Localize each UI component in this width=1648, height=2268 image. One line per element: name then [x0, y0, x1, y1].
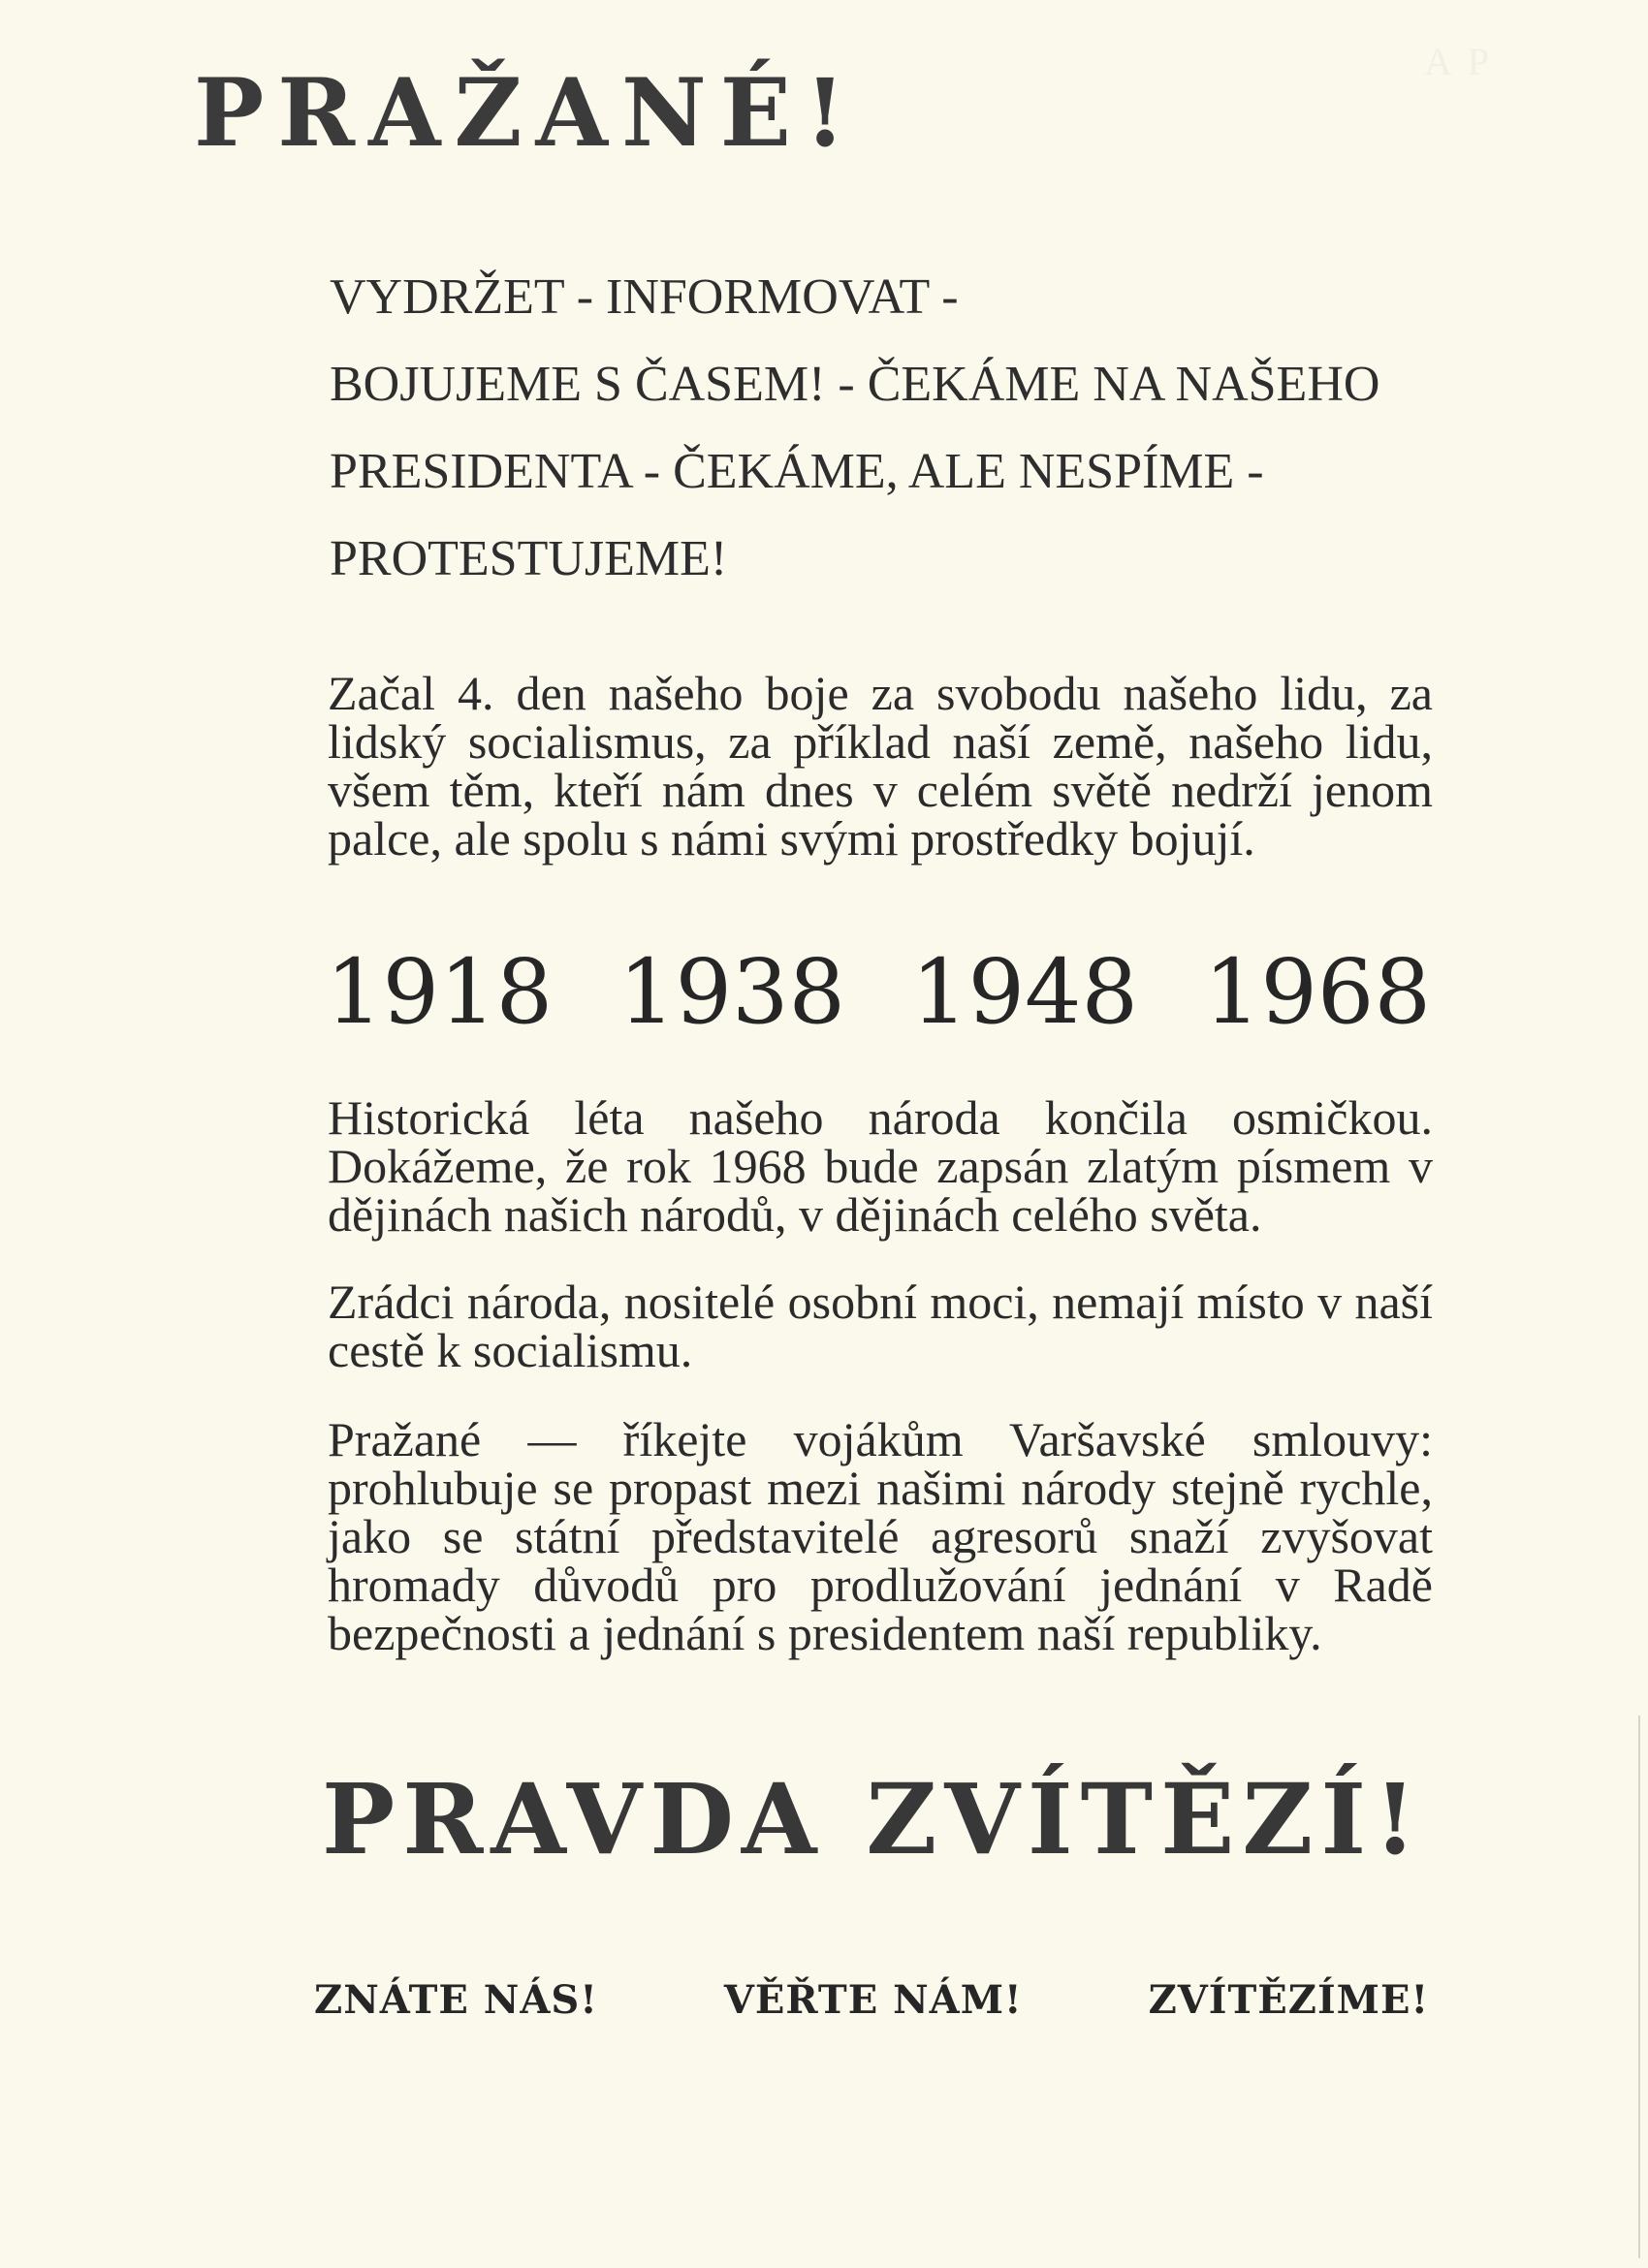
slogan-line: VYDRŽET - INFORMOVAT - [330, 269, 959, 325]
year-1938: 1938 [618, 940, 846, 1044]
year-1968: 1968 [1203, 940, 1431, 1044]
footer-slogan: ZNÁTE NÁS! [314, 1977, 598, 2023]
year-1948: 1948 [910, 940, 1139, 1044]
history-paragraph: Historická léta našeho národa končila osmičkou. Dokážeme, že rok 1968 bude zapsán zlatým písmem v dějinách našich národů, v dějinách celého světa. [328, 1090, 1433, 1242]
motto-heading: PRAVDA ZVÍTĚZÍ! [322, 1762, 1424, 1876]
year-1918: 1918 [326, 940, 554, 1044]
years-row [326, 940, 1431, 1044]
scan-edge-line [1638, 1716, 1640, 2258]
footer-slogan: ZVÍTĚZÍME! [1148, 1977, 1429, 2023]
warsaw-paragraph: Pražané — říkejte vojákům Varšavské smlouvy: prohlubuje se propast mezi našimi národy stejně rychle, jako se státní představitelé agresorů snaží zvyšovat hromady důvodů pro prodlužování jednání v Radě bezpečnosti a jednání s presidentem naší republiky. [328, 1412, 1433, 1660]
traitors-paragraph: Zrádci národa, nositelé osobní moci, nemají místo v naší cestě k socialismu. [328, 1275, 1433, 1377]
slogan-line: PRESIDENTA - ČEKÁME, ALE NESPÍME - [330, 444, 1264, 499]
footer-slogan: VĚŘTE NÁM! [723, 1977, 1023, 2023]
slogan-line: PROTESTUJEME! [330, 531, 728, 586]
slogan-block [330, 254, 1435, 603]
footer-slogans [314, 1977, 1429, 2023]
page-title: PRAŽANÉ! [194, 58, 860, 168]
slogan-line: BOJUJEME S ČASEM! - ČEKÁME NA NAŠEHO [330, 357, 1380, 412]
intro-paragraph: Začal 4. den našeho boje za svobodu našeho lidu, za lidský socialismus, za příklad naší země, našeho lidu, všem těm, kteří nám dnes v celém světě nedrží jenom palce, ale spolu s námi svými prostředky bojují. [328, 666, 1433, 866]
corner-mark: A P [1424, 40, 1493, 83]
